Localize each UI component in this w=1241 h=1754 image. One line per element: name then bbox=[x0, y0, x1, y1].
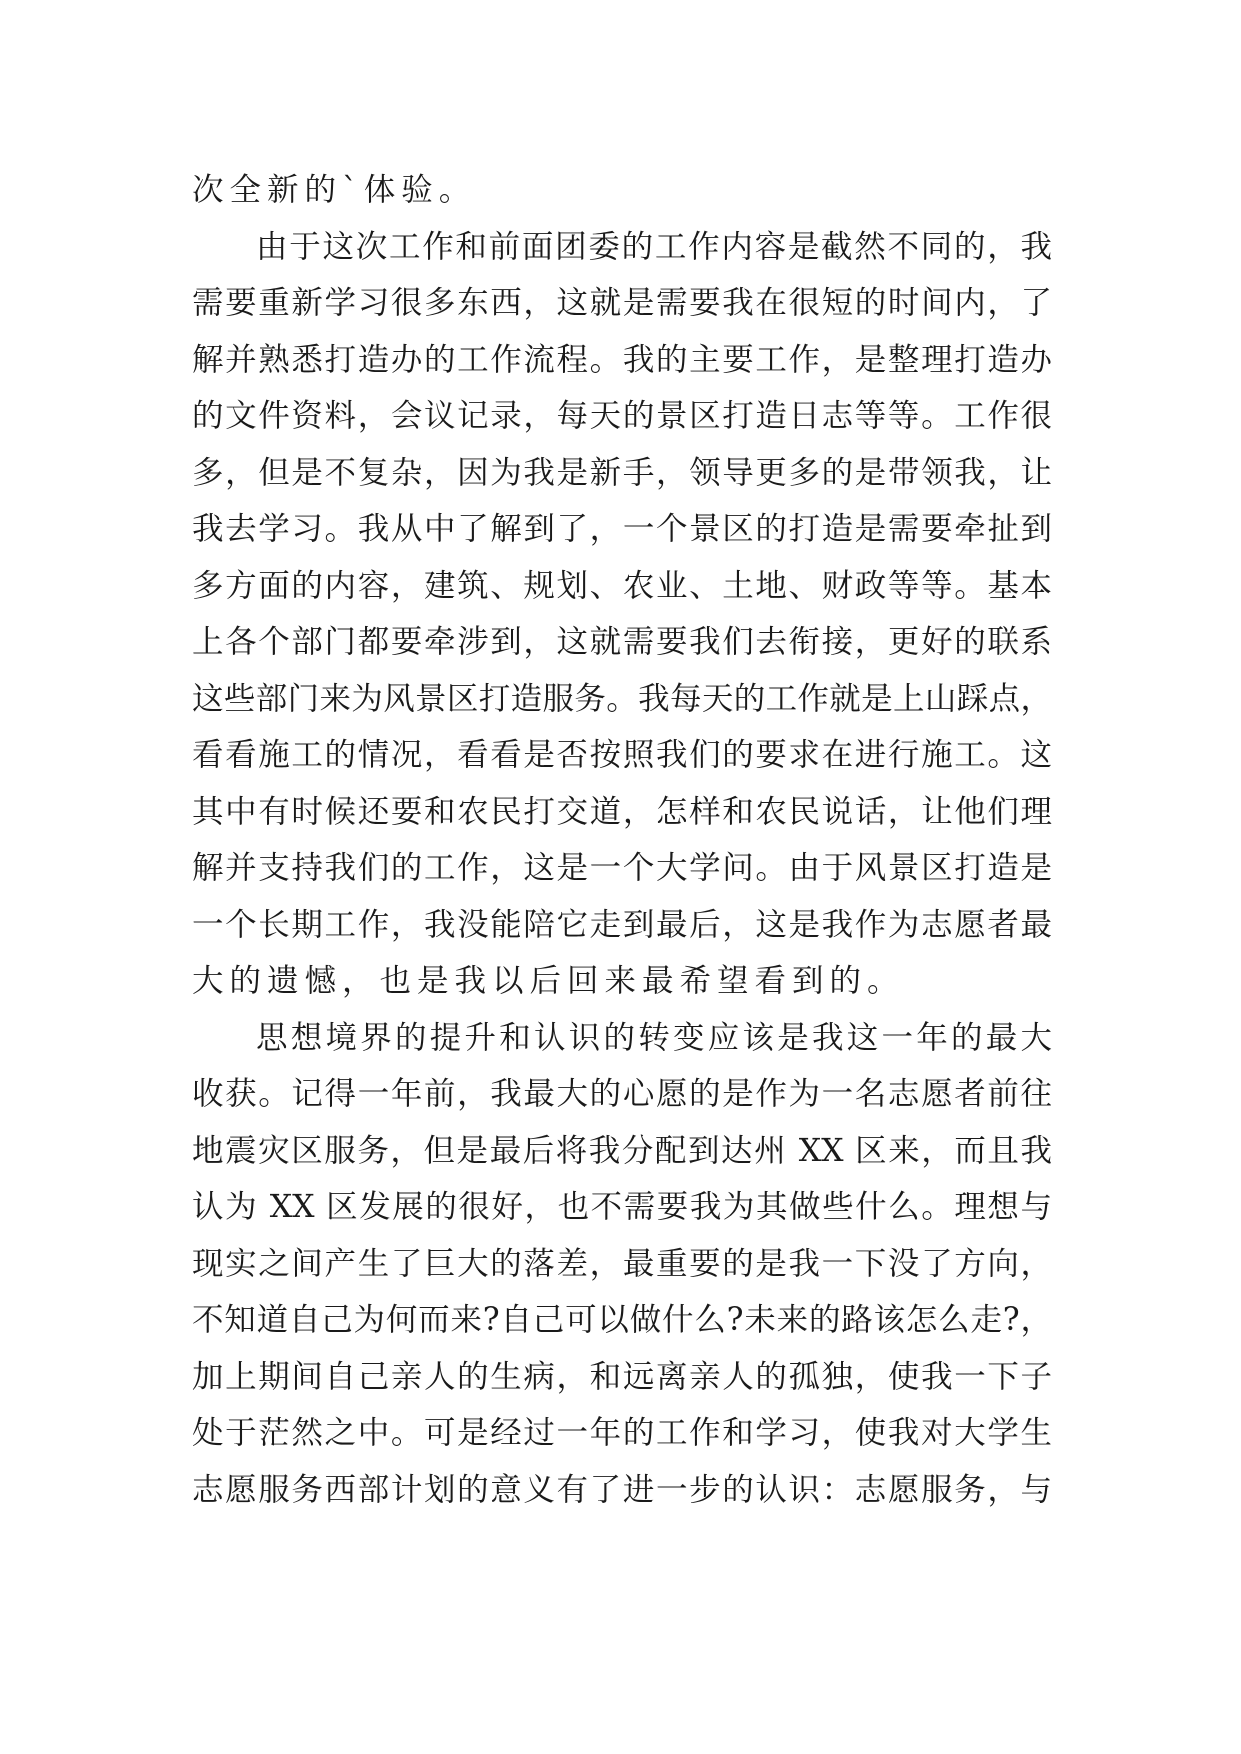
text-line: 解并熟悉打造办的工作流程。我的主要工作，是整理打造办 bbox=[192, 341, 1052, 378]
text-line: 次全新的`体验。 bbox=[192, 172, 477, 208]
text-line: 志愿服务西部计划的意义有了进一步的认识：志愿服务，与 bbox=[192, 1471, 1052, 1508]
text-line: 多方面的内容，建筑、规划、农业、土地、财政等等。基本 bbox=[192, 567, 1052, 604]
text-line: 地震灾区服务，但是最后将我分配到达州 XX 区来，而且我 bbox=[192, 1132, 1052, 1169]
text-line: 看看施工的情况，看看是否按照我们的要求在进行施工。这 bbox=[192, 737, 1052, 773]
text-line: 现实之间产生了巨大的落差，最重要的是我一下没了方向， bbox=[192, 1245, 1052, 1282]
text-line: 收获。记得一年前，我最大的心愿的是作为一名志愿者前往 bbox=[192, 1076, 1052, 1112]
paragraph-first-line: 由于这次工作和前面团委的工作内容是截然不同的，我 bbox=[256, 228, 1052, 265]
text-line: 多，但是不复杂，因为我是新手，领导更多的是带领我，让 bbox=[192, 454, 1052, 491]
text-line: 的文件资料，会议记录，每天的景区打造日志等等。工作很 bbox=[192, 398, 1052, 434]
paragraph-first-line: 思想境界的提升和认识的转变应该是我这一年的最大 bbox=[256, 1019, 1052, 1056]
text-line: 我去学习。我从中了解到了，一个景区的打造是需要牵扯到 bbox=[192, 511, 1052, 547]
text-line: 解并支持我们的工作，这是一个大学问。由于风景区打造是 bbox=[192, 850, 1052, 886]
document-body bbox=[192, 162, 1052, 1518]
text-line: 一个长期工作，我没能陪它走到最后，这是我作为志愿者最 bbox=[192, 906, 1052, 943]
text-line: 认为 XX 区发展的很好，也不需要我为其做些什么。理想与 bbox=[192, 1189, 1052, 1225]
text-line: 这些部门来为风景区打造服务。我每天的工作就是上山踩点， bbox=[192, 680, 1052, 717]
text-line: 加上期间自己亲人的生病，和远离亲人的孤独，使我一下子 bbox=[192, 1358, 1052, 1395]
text-line: 上各个部门都要牵涉到，这就需要我们去衔接，更好的联系 bbox=[192, 624, 1052, 660]
text-line: 其中有时候还要和农民打交道，怎样和农民说话，让他们理 bbox=[192, 793, 1052, 830]
paragraph-last-line: 大的遗憾，也是我以后回来最希望看到的。 bbox=[192, 963, 905, 999]
text-line: 不知道自己为何而来?自己可以做什么?未来的路该怎么走?， bbox=[192, 1302, 1052, 1338]
text-line: 处于茫然之中。可是经过一年的工作和学习，使我对大学生 bbox=[192, 1415, 1052, 1451]
text-line: 需要重新学习很多东西，这就是需要我在很短的时间内，了 bbox=[192, 285, 1052, 321]
